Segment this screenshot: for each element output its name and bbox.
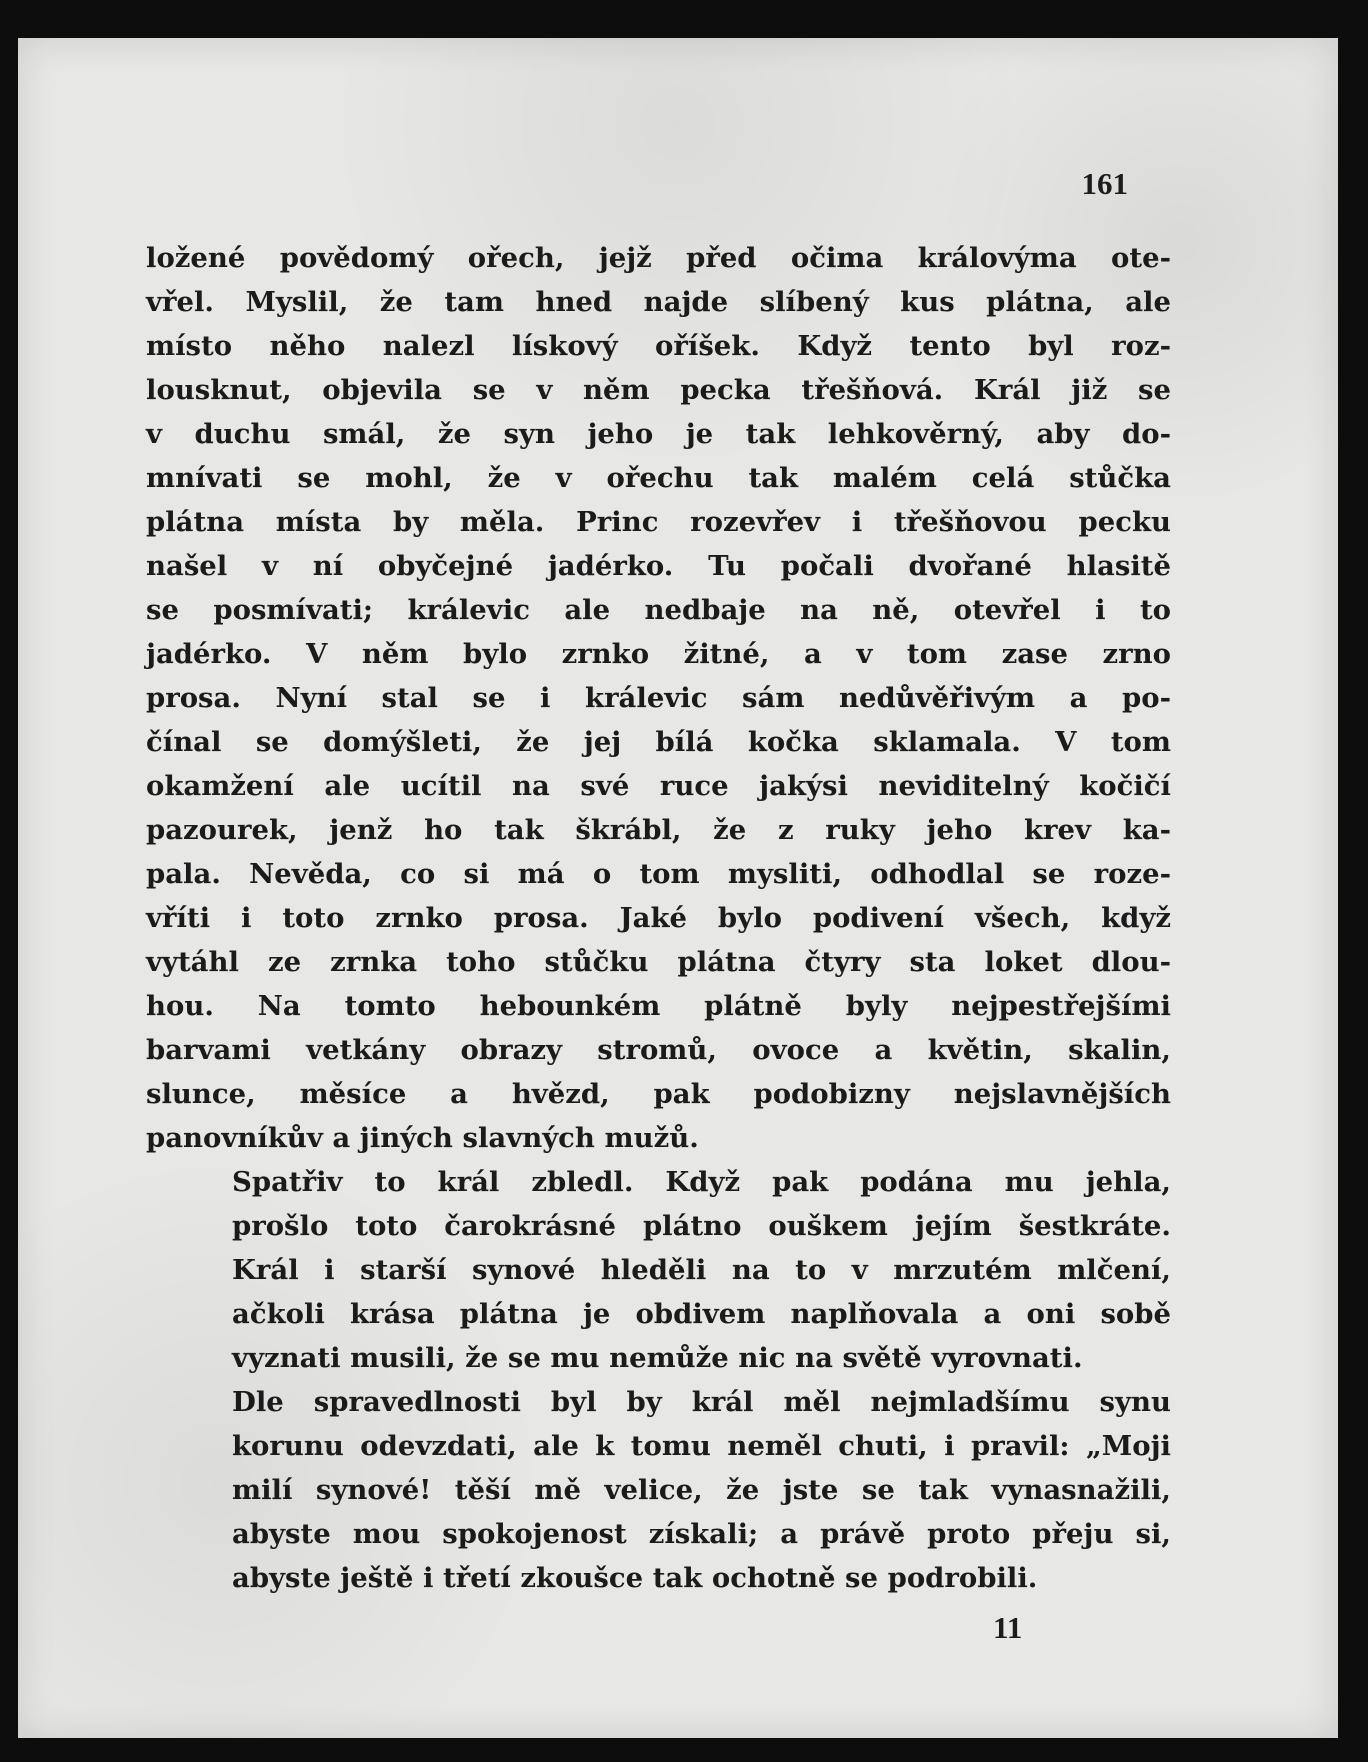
text-line: abyste mou spokojenost získali; a právě proto přeju si, [232, 1518, 1171, 1550]
text-line: slunce, měsíce a hvězd, pak podobizny nejslavnějších [146, 1078, 1171, 1110]
text-line: Spatřiv to král zbledl. Když pak podána mu jehla, [232, 1166, 1171, 1198]
text-line: pazourek, jenž ho tak škrábl, že z ruky jeho krev ka- [146, 814, 1171, 846]
book-page [18, 38, 1338, 1738]
text-line: prošlo toto čarokrásné plátno ouškem jejím šestkráte. [232, 1210, 1171, 1242]
text-line: vyznati musili, že se mu nemůže nic na světě vyrovnati. [232, 1342, 1083, 1374]
text-line: vřel. Myslil, že tam hned najde slíbený kus plátna, ale [146, 286, 1171, 318]
text-line: našel v ní obyčejné jadérko. Tu počali dvořané hlasitě [146, 550, 1171, 582]
text-line: ložené povědomý ořech, jejž před očima královýma ote- [146, 242, 1171, 274]
text-line: plátna místa by měla. Princ rozevřev i třešňovou pecku [146, 506, 1171, 538]
text-line: mnívati se mohl, že v ořechu tak malém celá stůčka [146, 462, 1171, 494]
text-line: vytáhl ze zrnka toho stůčku plátna čtyry sta loket dlou- [146, 946, 1171, 978]
text-line: prosa. Nyní stal se i králevic sám nedůvěřivým a po- [146, 682, 1171, 714]
paragraph [146, 1160, 1171, 1380]
text-line: korunu odevzdati, ale k tomu neměl chuti, i pravil: „Moji [232, 1430, 1171, 1462]
text-line: ačkoli krása plátna je obdivem naplňovala a oni sobě [232, 1298, 1171, 1330]
text-line: Král i starší synové hleděli na to v mrzutém mlčení, [232, 1254, 1171, 1286]
text-line: lousknut, objevila se v něm pecka třešňová. Král již se [146, 374, 1171, 406]
signature-mark: 11 [993, 1610, 1023, 1645]
body-text [146, 236, 1171, 1600]
text-line: se posmívati; králevic ale nedbaje na ně, otevřel i to [146, 594, 1171, 626]
text-line: místo něho nalezl lískový oříšek. Když tento byl roz- [146, 330, 1171, 362]
text-line: Dle spravedlnosti byl by král měl nejmladšímu synu [232, 1386, 1171, 1418]
paragraph [146, 1380, 1171, 1600]
text-line: barvami vetkány obrazy stromů, ovoce a květin, skalin, [146, 1034, 1171, 1066]
text-line: vříti i toto zrnko prosa. Jaké bylo podivení všech, když [146, 902, 1171, 934]
text-line: v duchu smál, že syn jeho je tak lehkověrný, aby do- [146, 418, 1171, 450]
text-line: abyste ještě i třetí zkoušce tak ochotně se podrobili. [232, 1562, 1038, 1594]
text-line: okamžení ale ucítil na své ruce jakýsi neviditelný kočičí [146, 770, 1171, 802]
text-line: jadérko. V něm bylo zrnko žitné, a v tom zase zrno [146, 638, 1171, 670]
text-line: pala. Nevěda, co si má o tom mysliti, odhodlal se roze- [146, 858, 1171, 890]
paragraph [146, 236, 1171, 1160]
text-line: čínal se domýšleti, že jej bílá kočka sklamala. V tom [146, 726, 1171, 758]
text-line: panovníkův a jiných slavných mužů. [146, 1122, 699, 1154]
page-number: 161 [1081, 166, 1128, 201]
text-line: milí synové! těší mě velice, že jste se tak vynasnažili, [232, 1474, 1171, 1506]
text-line: hou. Na tomto hebounkém plátně byly nejpestřejšími [146, 990, 1171, 1022]
